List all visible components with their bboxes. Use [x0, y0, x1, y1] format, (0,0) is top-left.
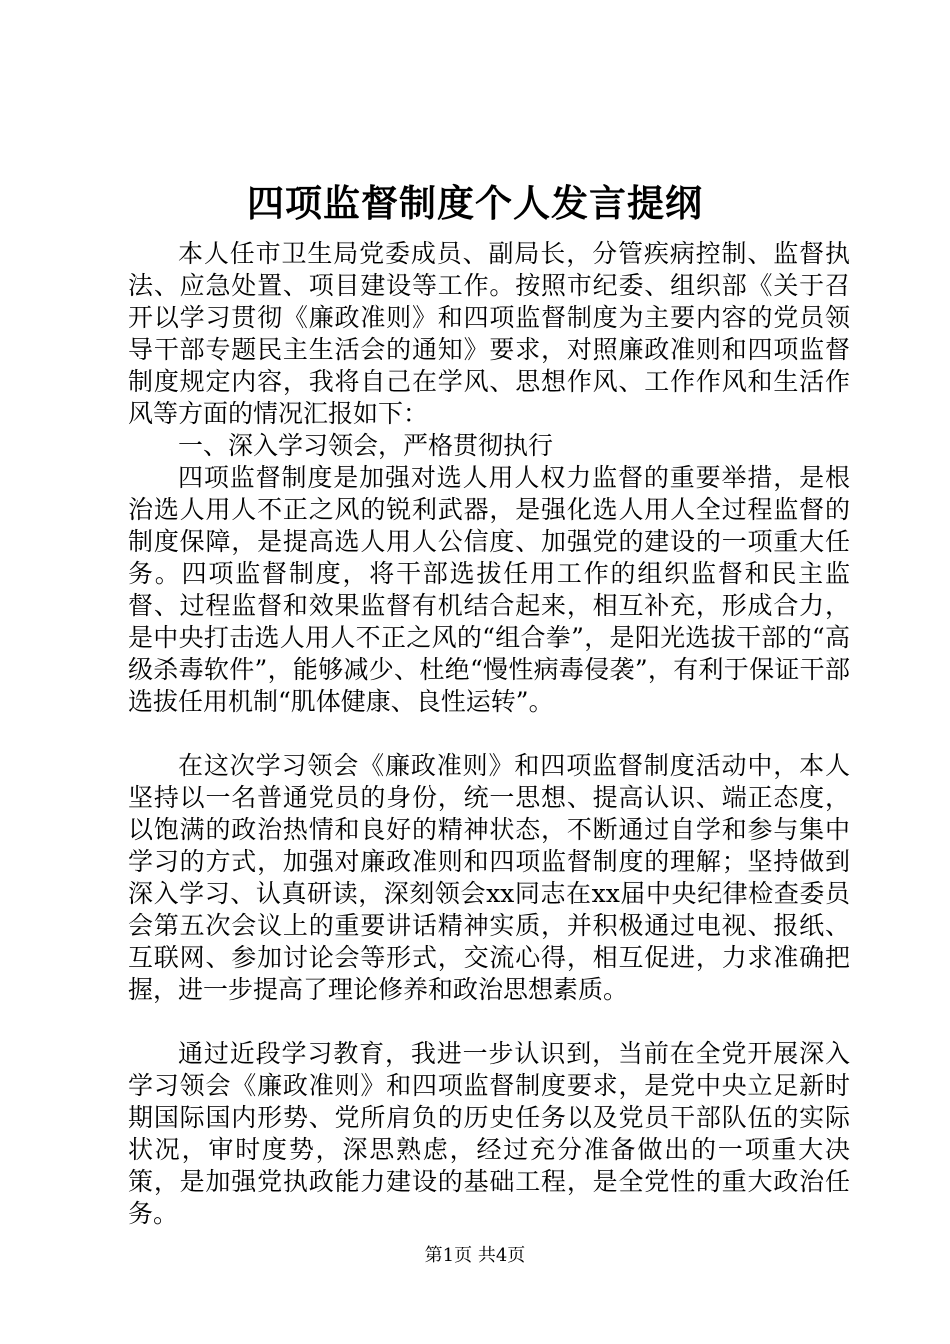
body-paragraph: 四项监督制度是加强对选人用人权力监督的重要举措，是根治选人用人不正之风的锐利武器，是强化选人用人全过程监督的制度保障，是提高选人用人公信度、加强党的建设的一项重大任务。四项监督制度，将干部选拔任用工作的组织监督和民主监督、过程监督和效果监督有机结合起来，相互补充，形成合力，是中央打击选人用人不正之风的“组合拳”，是阳光选拔干部的“高级杀毒软件”，能够减少、杜绝“慢性病毒侵袭”，有利于保证干部选拔任用机制“肌体健康、良性运转”。 — [128, 463, 850, 716]
page-footer: 第1页 共4页 — [424, 1245, 526, 1266]
paragraph-spacer — [128, 1006, 850, 1038]
body-paragraph: 通过近段学习教育，我进一步认识到，当前在全党开展深入学习领会《廉政准则》和四项监督制度要求，是党中央立足新时期国际国内形势、党所肩负的历史任务以及党员干部队伍的实际状况，审时度势，深思熟虑，经过充分准备做出的一项重大决策，是加强党执政能力建设的基础工程，是全党性的重大政治任务。 — [128, 1039, 850, 1228]
body-paragraph: 在这次学习领会《廉政准则》和四项监督制度活动中，本人坚持以一名普通党员的身份，统一思想、提高认识、端正态度，以饱满的政治热情和良好的精神状态，不断通过自学和参与集中学习的方式，加强对廉政准则和四项监督制度的理解；坚持做到深入学习、认真研读，深刻领会xx同志在xx届中央纪律检查委员会第五次会议上的重要讲话精神实质，并积极通过电视、报纸、互联网、参加讨论会等形式，交流心得，相互促进，力求准确把握，进一步提高了理论修养和政治思想素质。 — [128, 751, 850, 1004]
document-title: 四项监督制度个人发言提纲 — [247, 181, 703, 225]
section-heading: 一、深入学习领会，严格贯彻执行 — [178, 431, 554, 460]
paragraph-spacer — [128, 718, 850, 750]
document-body — [128, 238, 850, 1230]
intro-paragraph: 本人任市卫生局党委成员、副局长，分管疾病控制、监督执法、应急处置、项目建设等工作。按照市纪委、组织部《关于召开以学习贯彻《廉政准则》和四项监督制度为主要内容的党员领导干部专题民主生活会的通知》要求，对照廉政准则和四项监督制度规定内容，我将自己在学风、思想作风、工作作风和生活作风等方面的情况汇报如下： — [128, 239, 850, 428]
